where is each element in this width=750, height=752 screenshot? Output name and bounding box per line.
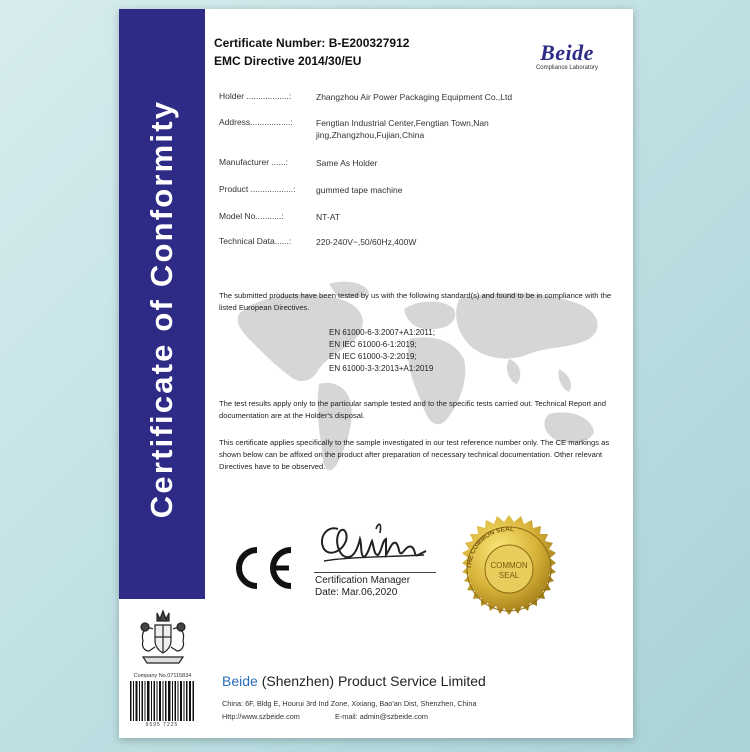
certificate-number: Certificate Number: B-E200327912: [214, 36, 410, 50]
tested-statement: The submitted products have been tested by us with the following standard(s) and found to be in compliance with the listed European Directives.: [219, 291, 612, 312]
standard-line: EN IEC 61000-3-2:2019;: [329, 352, 417, 361]
address-label: Address.................:: [219, 117, 293, 127]
coat-of-arms-icon: [135, 607, 191, 669]
ce-mark: [227, 546, 295, 590]
standard-line: EN IEC 61000-6-1:2019;: [329, 340, 417, 349]
manager-signature: [316, 511, 434, 571]
standard-line: EN 61000-6-3:2007+A1:2011;: [329, 328, 435, 337]
logo-name: Beide: [540, 40, 594, 65]
applicability-statement: The test results apply only to the particular sample tested and to the specific tests carried out. Technical Report and documentation are at the Holder's disposal.: [219, 399, 606, 420]
directive: EMC Directive 2014/30/EU: [214, 54, 362, 68]
lab-website: Http://www.szbeide.com: [222, 712, 300, 721]
lab-name-rest: (Shenzhen) Product Service Limited: [257, 673, 486, 689]
technical-value: 220-240V~,50/60Hz,400W: [316, 237, 417, 247]
model-value: NT-AT: [316, 212, 340, 222]
product-label: Product ..................:: [219, 184, 296, 194]
lab-email: E-mail: admin@szbeide.com: [335, 712, 428, 721]
seal-ring-text: THE COMMON SEAL: [465, 525, 515, 570]
seal-center-text-2: SEAL: [498, 571, 520, 580]
standard-line: EN 61000-3-3:2013+A1:2019: [329, 364, 434, 373]
signature-role: Certification Manager: [315, 575, 411, 586]
lab-name: [222, 673, 486, 689]
side-band: [119, 9, 205, 599]
side-title: Certificate of Conformity: [144, 99, 179, 519]
address-value: Fengtian Industrial Center,Fengtian Town,Nan jing,Zhangzhou,Fujian,China: [316, 118, 489, 140]
manufacturer-value: Same As Holder: [316, 158, 378, 168]
barcode: [129, 681, 195, 723]
company-number: Company No.07115834: [133, 673, 192, 679]
signature-date: Date: Mar.06,2020: [315, 587, 398, 598]
certificate-document: [119, 9, 633, 738]
logo-subtitle: Compliance Laboratory: [535, 65, 599, 71]
ce-statement: This certificate applies specifically to the sample investigated in our test reference number only. The CE markings as shown below can be affixed on the product after preparation of necessary technical documentation. Other relevant Directives have to be observed.: [219, 438, 610, 471]
holder-label: Holder ..................:: [219, 91, 292, 101]
lab-brand: Beide: [222, 673, 258, 689]
barcode-number: 9595 7225: [145, 722, 179, 728]
beide-logo: [519, 42, 615, 71]
model-label: Model No...........:: [219, 211, 284, 221]
seal-center-text-1: COMMON: [490, 561, 528, 570]
technical-label: Technical Data......:: [219, 236, 292, 246]
holder-value: Zhangzhou Air Power Packaging Equipment Co.,Ltd: [316, 92, 513, 102]
common-seal: [454, 514, 564, 624]
product-value: gummed tape machine: [316, 185, 403, 195]
manufacturer-label: Manufacturer ......:: [219, 157, 288, 167]
signature-line: [314, 572, 436, 573]
lab-address: China: 6F, Bldg E, Hourui 3rd Ind Zone, Xixiang, Bao'an Dist, Shenzhen, China: [222, 699, 477, 708]
